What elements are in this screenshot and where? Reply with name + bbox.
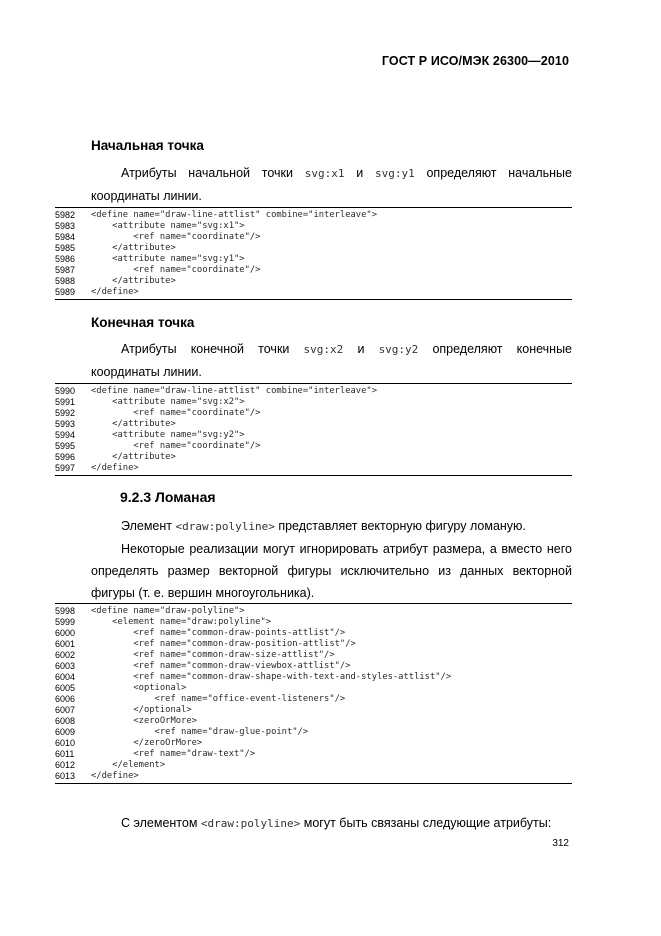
- code-text: </attribute>: [91, 243, 176, 253]
- code-text: </define>: [91, 771, 139, 781]
- heading-end-point: Конечная точка: [91, 315, 195, 330]
- line-number: 6006: [55, 694, 76, 704]
- line-number: 5999: [55, 617, 76, 627]
- line-number: 6007: [55, 705, 76, 715]
- code-text: <attribute name="svg:y1">: [91, 254, 245, 264]
- line-number: 5995: [55, 441, 76, 451]
- code-text: <optional>: [91, 683, 187, 693]
- paragraph-line: координаты линии.: [91, 189, 202, 203]
- code-text: </attribute>: [91, 419, 176, 429]
- code-text: <ref name="common-draw-points-attlist"/>: [91, 628, 346, 638]
- paragraph-line: фигуры (т. е. вершин многоугольника).: [91, 586, 315, 600]
- code-text: <attribute name="svg:y2">: [91, 430, 245, 440]
- line-number: 5989: [55, 287, 76, 297]
- code-line: [55, 617, 572, 628]
- line-number: 5984: [55, 232, 76, 242]
- document-header: ГОСТ Р ИСО/МЭК 26300—2010: [381, 54, 569, 68]
- code-text: <ref name="common-draw-viewbox-attlist"/>: [91, 661, 351, 671]
- paragraph-polyline-intro: [91, 515, 572, 604]
- code-line: [55, 419, 572, 430]
- line-number: 5991: [55, 397, 76, 407]
- paragraph-end-point: [91, 338, 572, 383]
- paragraph-line: Некоторые реализации могут игнорировать атрибут размера, а вместо него: [121, 542, 572, 556]
- code-line: [55, 408, 572, 419]
- code-text: <define name="draw-line-attlist" combine="interleave">: [91, 386, 377, 396]
- line-number: 6010: [55, 738, 76, 748]
- line-number: 5993: [55, 419, 76, 429]
- line-number: 5998: [55, 606, 76, 616]
- code-text: <ref name="common-draw-shape-with-text-and-styles-attlist"/>: [91, 672, 452, 682]
- paragraph-line: Атрибуты конечной точки svg:x2 и svg:y2 определяют конечные: [121, 342, 573, 356]
- code-line: [55, 210, 572, 221]
- heading-polyline: 9.2.3 Ломаная: [120, 489, 216, 505]
- paragraph-start-point: [91, 162, 572, 207]
- line-number: 6009: [55, 727, 76, 737]
- code-line: [55, 716, 572, 727]
- line-number: 5994: [55, 430, 76, 440]
- code-block-polyline: [55, 603, 572, 784]
- code-text: <attribute name="svg:x1">: [91, 221, 245, 231]
- line-number: 5992: [55, 408, 76, 418]
- code-text: <zeroOrMore>: [91, 716, 197, 726]
- code-text: <ref name="common-draw-position-attlist"/>: [91, 639, 356, 649]
- code-line: [55, 650, 572, 661]
- code-text: <element name="draw:polyline">: [91, 617, 272, 627]
- code-line: [55, 430, 572, 441]
- code-line: [55, 749, 572, 760]
- line-number: 5997: [55, 463, 76, 473]
- code-text: <ref name="coordinate"/>: [91, 408, 261, 418]
- code-line: [55, 441, 572, 452]
- line-number: 5982: [55, 210, 76, 220]
- code-line: [55, 705, 572, 716]
- code-text: <ref name="coordinate"/>: [91, 265, 261, 275]
- code-line: [55, 463, 572, 474]
- code-line: [55, 265, 572, 276]
- code-line: [55, 386, 572, 397]
- code-line: [55, 738, 572, 749]
- code-line: [55, 628, 572, 639]
- code-line: [55, 287, 572, 298]
- line-number: 6001: [55, 639, 76, 649]
- code-line: [55, 683, 572, 694]
- code-line: [55, 254, 572, 265]
- code-text: <ref name="coordinate"/>: [91, 441, 261, 451]
- code-text: <attribute name="svg:x2">: [91, 397, 245, 407]
- code-line: [55, 639, 572, 650]
- line-number: 5996: [55, 452, 76, 462]
- code-line: [55, 672, 572, 683]
- code-line: [55, 232, 572, 243]
- line-number: 5990: [55, 386, 76, 396]
- code-text: <ref name="draw-text"/>: [91, 749, 256, 759]
- code-line: [55, 221, 572, 232]
- code-text: <define name="draw-polyline">: [91, 606, 245, 616]
- line-number: 6000: [55, 628, 76, 638]
- code-line: [55, 771, 572, 782]
- paragraph-line: координаты линии.: [91, 365, 202, 379]
- code-line: [55, 694, 572, 705]
- code-text: </optional>: [91, 705, 192, 715]
- code-text: <ref name="coordinate"/>: [91, 232, 261, 242]
- code-text: <define name="draw-line-attlist" combine="interleave">: [91, 210, 377, 220]
- code-line: [55, 727, 572, 738]
- code-text: </element>: [91, 760, 166, 770]
- line-number: 6013: [55, 771, 76, 781]
- code-text: <ref name="office-event-listeners"/>: [91, 694, 346, 704]
- line-number: 5986: [55, 254, 76, 264]
- line-number: 6011: [55, 749, 75, 759]
- code-text: </define>: [91, 287, 139, 297]
- code-line: [55, 276, 572, 287]
- code-block-start: [55, 207, 572, 300]
- code-text: </zeroOrMore>: [91, 738, 203, 748]
- line-number: 6008: [55, 716, 76, 726]
- page-number: 312: [552, 838, 569, 849]
- line-number: 6004: [55, 672, 76, 682]
- paragraph-line: Элемент <draw:polyline> представляет векторную фигуру ломаную.: [121, 519, 526, 533]
- code-line: [55, 606, 572, 617]
- code-text: </attribute>: [91, 276, 176, 286]
- code-text: <ref name="common-draw-size-attlist"/>: [91, 650, 335, 660]
- code-line: [55, 243, 572, 254]
- code-text: </attribute>: [91, 452, 176, 462]
- line-number: 5987: [55, 265, 76, 275]
- paragraph-line: С элементом <draw:polyline> могут быть связаны следующие атрибуты:: [121, 816, 552, 830]
- line-number: 6012: [55, 760, 76, 770]
- heading-start-point: Начальная точка: [91, 138, 204, 153]
- line-number: 5983: [55, 221, 76, 231]
- paragraph-polyline-attrs: [91, 812, 572, 835]
- code-line: [55, 760, 572, 771]
- line-number: 5985: [55, 243, 76, 253]
- line-number: 5988: [55, 276, 76, 286]
- code-line: [55, 397, 572, 408]
- code-block-end: [55, 383, 572, 476]
- code-text: </define>: [91, 463, 139, 473]
- code-line: [55, 661, 572, 672]
- code-text: <ref name="draw-glue-point"/>: [91, 727, 309, 737]
- line-number: 6003: [55, 661, 76, 671]
- line-number: 6005: [55, 683, 76, 693]
- paragraph-line: Атрибуты начальной точки svg:x1 и svg:y1 определяют начальные: [121, 166, 572, 180]
- paragraph-line: определять размер векторной фигуры исключительно из данных векторной: [91, 564, 572, 578]
- line-number: 6002: [55, 650, 76, 660]
- code-line: [55, 452, 572, 463]
